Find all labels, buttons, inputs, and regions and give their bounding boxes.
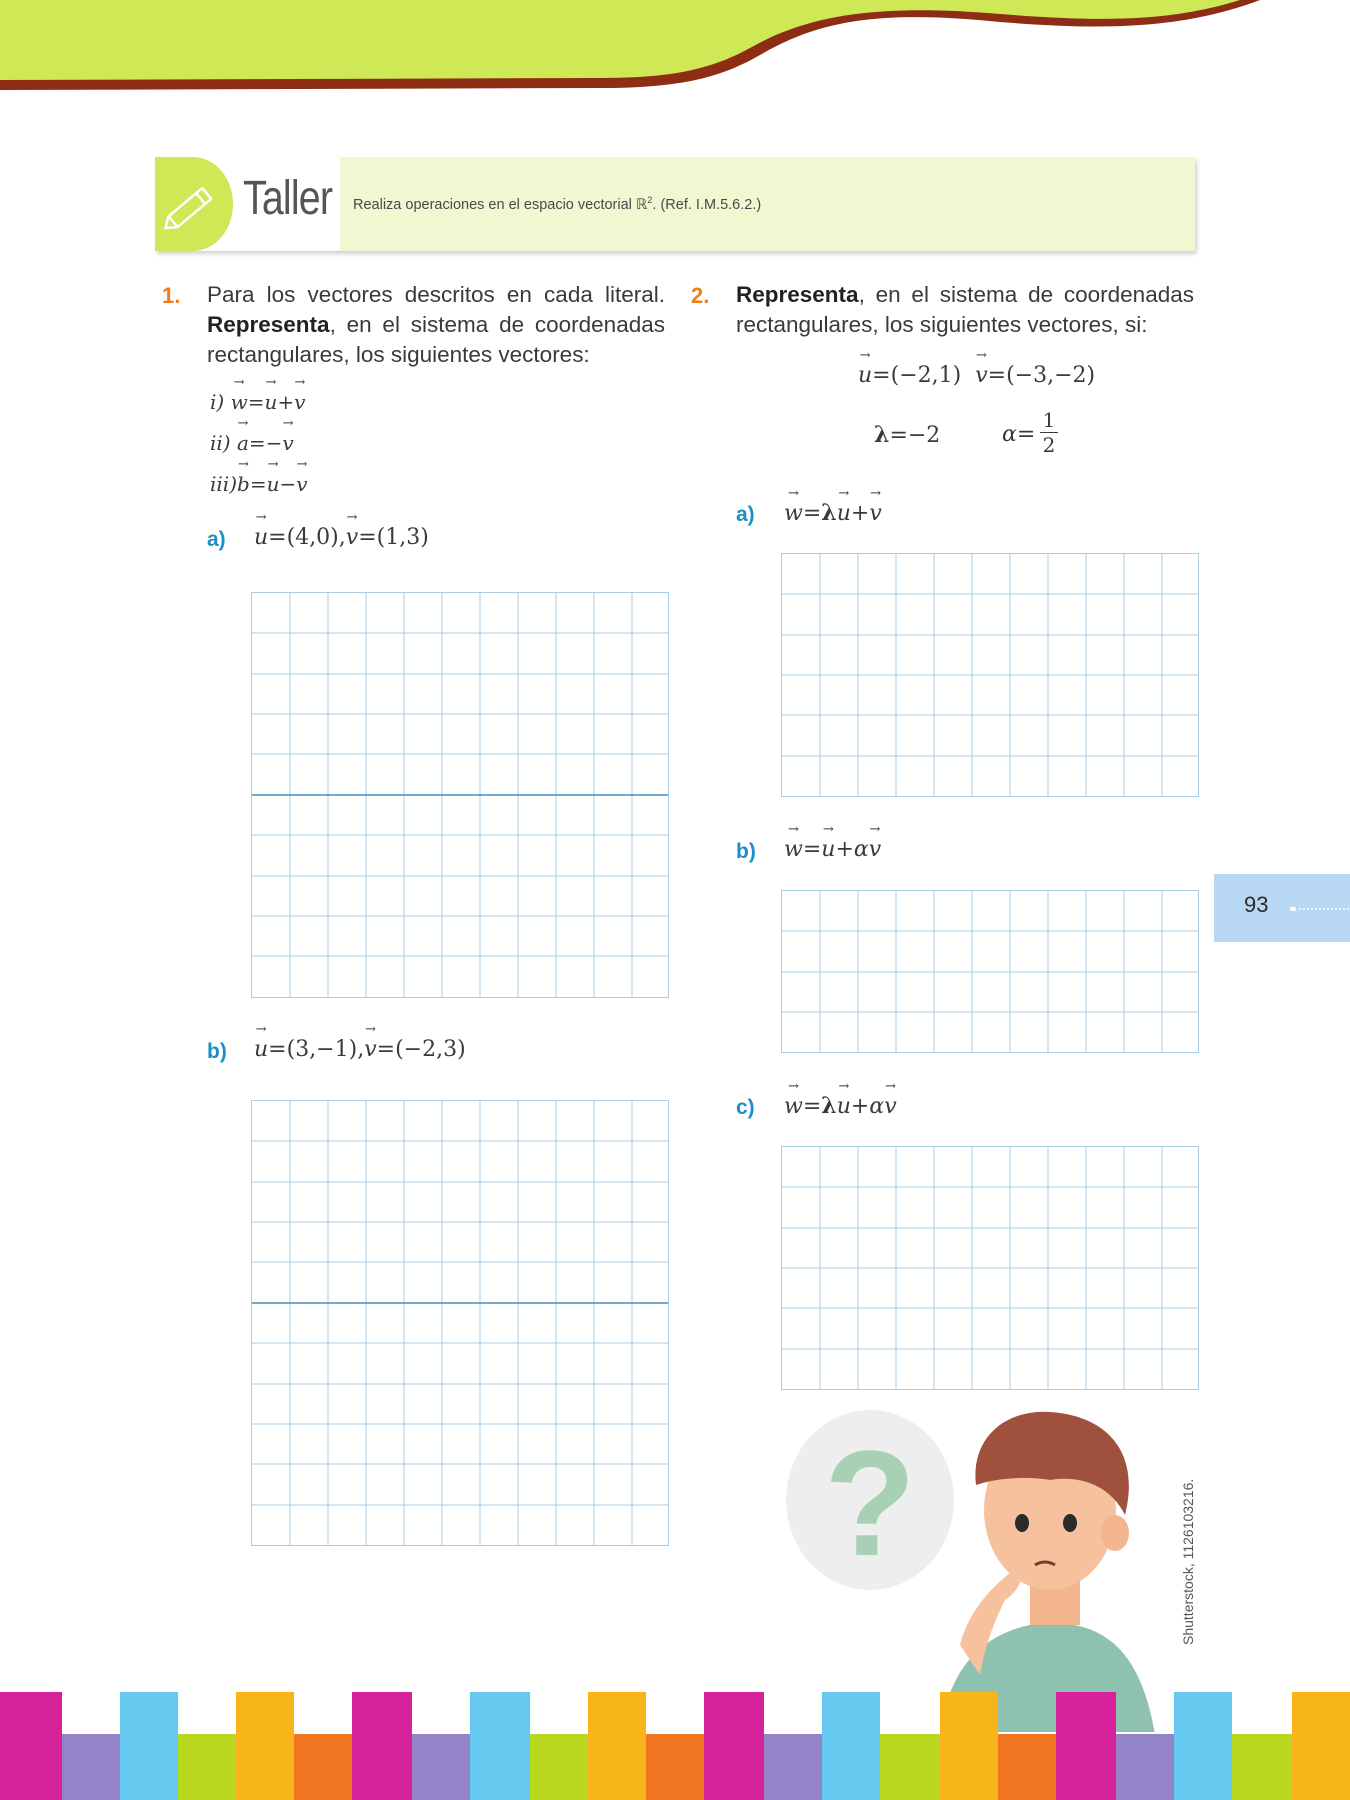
- q1-b-vectors: → u=(3,−1),→ v=(−2,3): [254, 1037, 466, 1062]
- grid-paper: [252, 1101, 668, 1545]
- q2-c-grid[interactable]: [781, 1146, 1199, 1390]
- bottom-color-bars: [0, 1692, 1350, 1800]
- taller-title: Taller: [243, 172, 333, 225]
- question-1-text: Para los vectores descritos en cada literal. Representa, en el sistema de coordenadas rectangulares, los siguientes vectores:: [207, 282, 665, 367]
- taller-banner: [155, 157, 1195, 251]
- question-2-text: Representa, en el sistema de coordenadas rectangulares, los siguientes vectores, si:: [736, 282, 1194, 337]
- q2-a-expression: → w=λ→ u+→ v: [784, 500, 882, 526]
- question-mark-icon: ?: [824, 1419, 916, 1587]
- q2-alpha: α=: [1002, 422, 1036, 447]
- grid-paper: [782, 891, 1198, 1052]
- definition-iii: iii)→ b=→ u−→ v: [210, 472, 308, 496]
- top-wave-decoration: [0, 0, 1350, 100]
- page-number-tab: [1214, 874, 1350, 942]
- grid-paper: [782, 554, 1198, 796]
- grid-paper: [782, 1147, 1198, 1389]
- taller-tab: [155, 157, 340, 251]
- q2-c-expression: → w=λ→ u+α→ v: [784, 1093, 897, 1119]
- banner-objective: Realiza operaciones en el espacio vectorial ℝ$^2$. (Ref. I.M.5.6.2.): [353, 195, 762, 213]
- q1-a-label: a): [207, 528, 226, 551]
- thinking-boy-illustration: [780, 1405, 1200, 1735]
- q2-c-label: c): [736, 1096, 755, 1119]
- q1-a-grid[interactable]: [251, 592, 669, 998]
- q2-lambda: λ=−2: [874, 422, 941, 448]
- definition-ii: ii) → a=−→ v: [210, 431, 294, 455]
- q1-b-label: b): [207, 1040, 227, 1063]
- q2-given-vectors: → u=(−2,1) → v=(−3,−2): [858, 363, 1095, 388]
- q2-a-grid[interactable]: [781, 553, 1199, 797]
- page-number: 93: [1244, 892, 1269, 917]
- q1-b-grid[interactable]: [251, 1100, 669, 1546]
- question-2-number: 2.: [691, 283, 710, 308]
- q2-a-label: a): [736, 503, 755, 526]
- q2-b-expression: → w=→ u+α→ v: [784, 837, 881, 862]
- q2-b-label: b): [736, 840, 756, 863]
- dotted-line-icon: [1290, 907, 1350, 911]
- q2-alpha-fraction: 1 2: [1040, 408, 1058, 457]
- image-credit: Shutterstock, 1126103216.: [1180, 1478, 1196, 1645]
- q2-b-grid[interactable]: [781, 890, 1199, 1053]
- q1-a-vectors: → u=(4,0),→ v=(1,3): [254, 525, 429, 550]
- grid-paper: [252, 593, 668, 997]
- definition-i: i) → w=→ u+→ v: [210, 390, 305, 414]
- question-1-number: 1.: [162, 283, 181, 308]
- pencil-icon: [155, 157, 233, 251]
